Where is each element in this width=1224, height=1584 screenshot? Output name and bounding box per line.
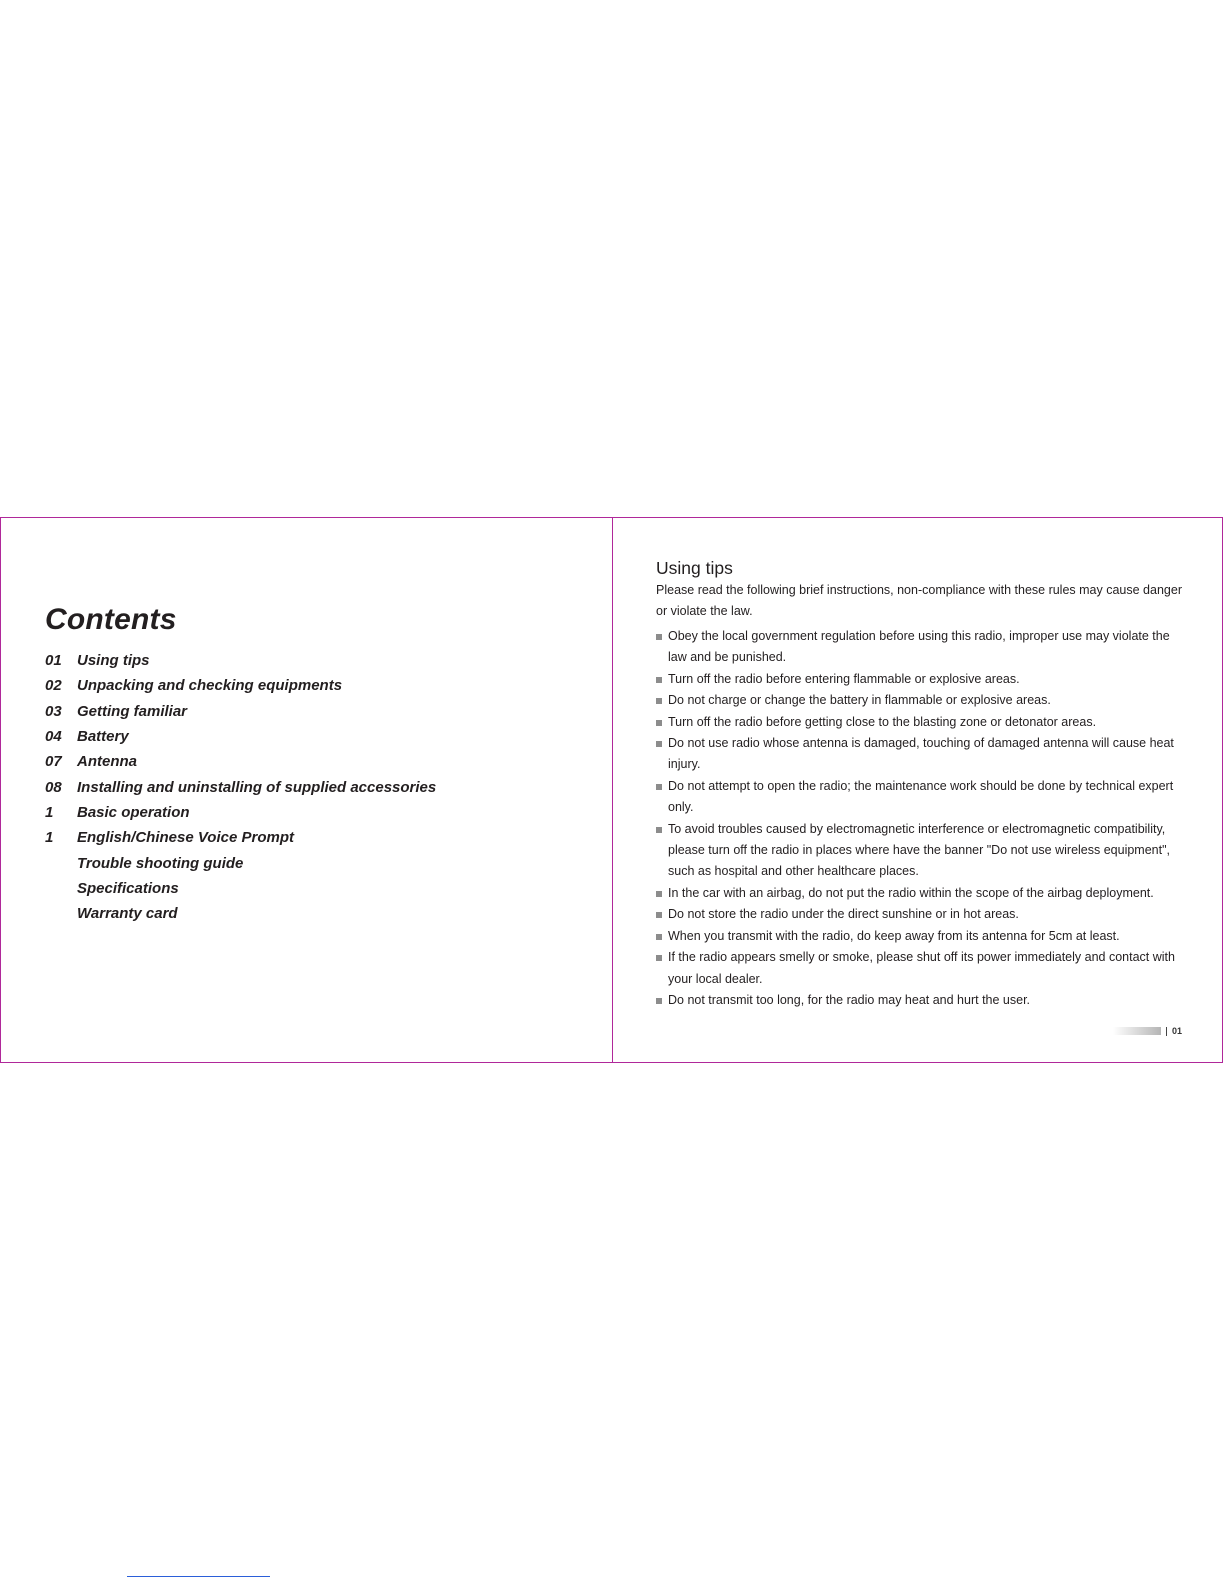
- tip-item: [656, 712, 1186, 733]
- tip-item: [656, 947, 1186, 990]
- tip-item: [656, 776, 1186, 819]
- square-bullet-icon: [656, 741, 662, 747]
- square-bullet-icon: [656, 634, 662, 640]
- tip-item: [656, 733, 1186, 776]
- toc-label: English/Chinese Voice Prompt: [77, 829, 294, 847]
- toc-label: Specifications: [77, 879, 179, 897]
- toc-item[interactable]: [45, 749, 436, 774]
- tip-item: [656, 904, 1186, 925]
- toc-item[interactable]: [45, 699, 436, 724]
- toc-item[interactable]: [45, 724, 436, 749]
- toc-label: Warranty card: [77, 905, 178, 923]
- tip-text: Obey the local government regulation before using this radio, improper use may violate the law and be punished.: [668, 629, 1170, 665]
- toc-label: Basic operation: [77, 803, 190, 821]
- using-tips-intro: Please read the following brief instructions, non-compliance with these rules may cause danger or violate the law.: [656, 583, 1182, 619]
- tip-item: [656, 990, 1186, 1011]
- toc-item[interactable]: [45, 850, 436, 875]
- folio-divider: [1166, 1027, 1167, 1036]
- page-number: 01: [1171, 1026, 1182, 1036]
- toc-item[interactable]: [45, 673, 436, 698]
- square-bullet-icon: [656, 827, 662, 833]
- tip-text: If the radio appears smelly or smoke, please shut off its power immediately and contact with your local dealer.: [668, 950, 1175, 986]
- tip-text: To avoid troubles caused by electromagnetic interference or electromagnetic compatibility, please turn off the radio in places where have the banner "Do not use wireless equipment", such as hospital and other healthcare places.: [668, 821, 1171, 879]
- toc-item[interactable]: [45, 876, 436, 901]
- square-bullet-icon: [656, 912, 662, 918]
- tip-item: [656, 926, 1186, 947]
- toc-item[interactable]: [45, 774, 436, 799]
- tip-item: [656, 819, 1186, 883]
- square-bullet-icon: [656, 955, 662, 961]
- tip-text: Do not charge or change the battery in flammable or explosive areas.: [668, 693, 1051, 708]
- toc-page-number: 08: [45, 778, 62, 796]
- toc-page-number: 01: [45, 652, 62, 670]
- manual-spread: [0, 517, 1223, 1063]
- toc-page-number: 04: [45, 728, 62, 746]
- square-bullet-icon: [656, 720, 662, 726]
- toc-label: Getting familiar: [77, 702, 188, 720]
- toc-page-number: 1: [45, 803, 54, 821]
- contents-title: Contents: [45, 603, 177, 636]
- tip-item: [656, 883, 1186, 904]
- tip-text: When you transmit with the radio, do keep away from its antenna for 5cm at least.: [668, 928, 1120, 943]
- toc-item[interactable]: [45, 825, 436, 850]
- tip-text: Turn off the radio before entering flammable or explosive areas.: [668, 671, 1020, 686]
- toc-label: Antenna: [77, 753, 137, 771]
- footer-rule: [127, 1576, 270, 1577]
- toc-page-number: 02: [45, 677, 62, 695]
- toc-item[interactable]: [45, 901, 436, 926]
- tip-text: Do not store the radio under the direct sunshine or in hot areas.: [668, 907, 1019, 922]
- tip-text: Do not use radio whose antenna is damaged, touching of damaged antenna will cause heat injury.: [668, 736, 1174, 772]
- tip-item: [656, 669, 1186, 690]
- tip-item: [656, 690, 1186, 711]
- square-bullet-icon: [656, 998, 662, 1004]
- contents-page: [0, 518, 613, 1063]
- toc-page-number: 03: [45, 702, 62, 720]
- toc-page-number: 07: [45, 753, 62, 771]
- toc-page-number: 1: [45, 829, 54, 847]
- tip-item: [656, 626, 1186, 669]
- using-tips-page: [613, 518, 1223, 1063]
- square-bullet-icon: [656, 698, 662, 704]
- page-number-footer: [1113, 1026, 1182, 1036]
- gradient-bar-decoration: [1113, 1027, 1161, 1035]
- contents-list: [45, 648, 436, 926]
- tip-text: Do not attempt to open the radio; the maintenance work should be done by technical expert only.: [668, 778, 1174, 815]
- square-bullet-icon: [656, 891, 662, 897]
- toc-item[interactable]: [45, 648, 436, 673]
- toc-label: Using tips: [77, 652, 150, 670]
- toc-label: Installing and uninstalling of supplied accessories: [77, 778, 437, 796]
- tips-list: [656, 626, 1186, 1011]
- toc-label: Battery: [77, 728, 129, 746]
- tip-text: Do not transmit too long, for the radio may heat and hurt the user.: [668, 992, 1031, 1007]
- square-bullet-icon: [656, 677, 662, 683]
- toc-item[interactable]: [45, 800, 436, 825]
- using-tips-title: Using tips: [656, 558, 733, 578]
- toc-label: Unpacking and checking equipments: [77, 677, 343, 695]
- tip-text: In the car with an airbag, do not put the radio within the scope of the airbag deployment.: [668, 885, 1154, 900]
- square-bullet-icon: [656, 934, 662, 940]
- square-bullet-icon: [656, 784, 662, 790]
- toc-label: Trouble shooting guide: [77, 854, 244, 872]
- tip-text: Turn off the radio before getting close to the blasting zone or detonator areas.: [668, 714, 1097, 729]
